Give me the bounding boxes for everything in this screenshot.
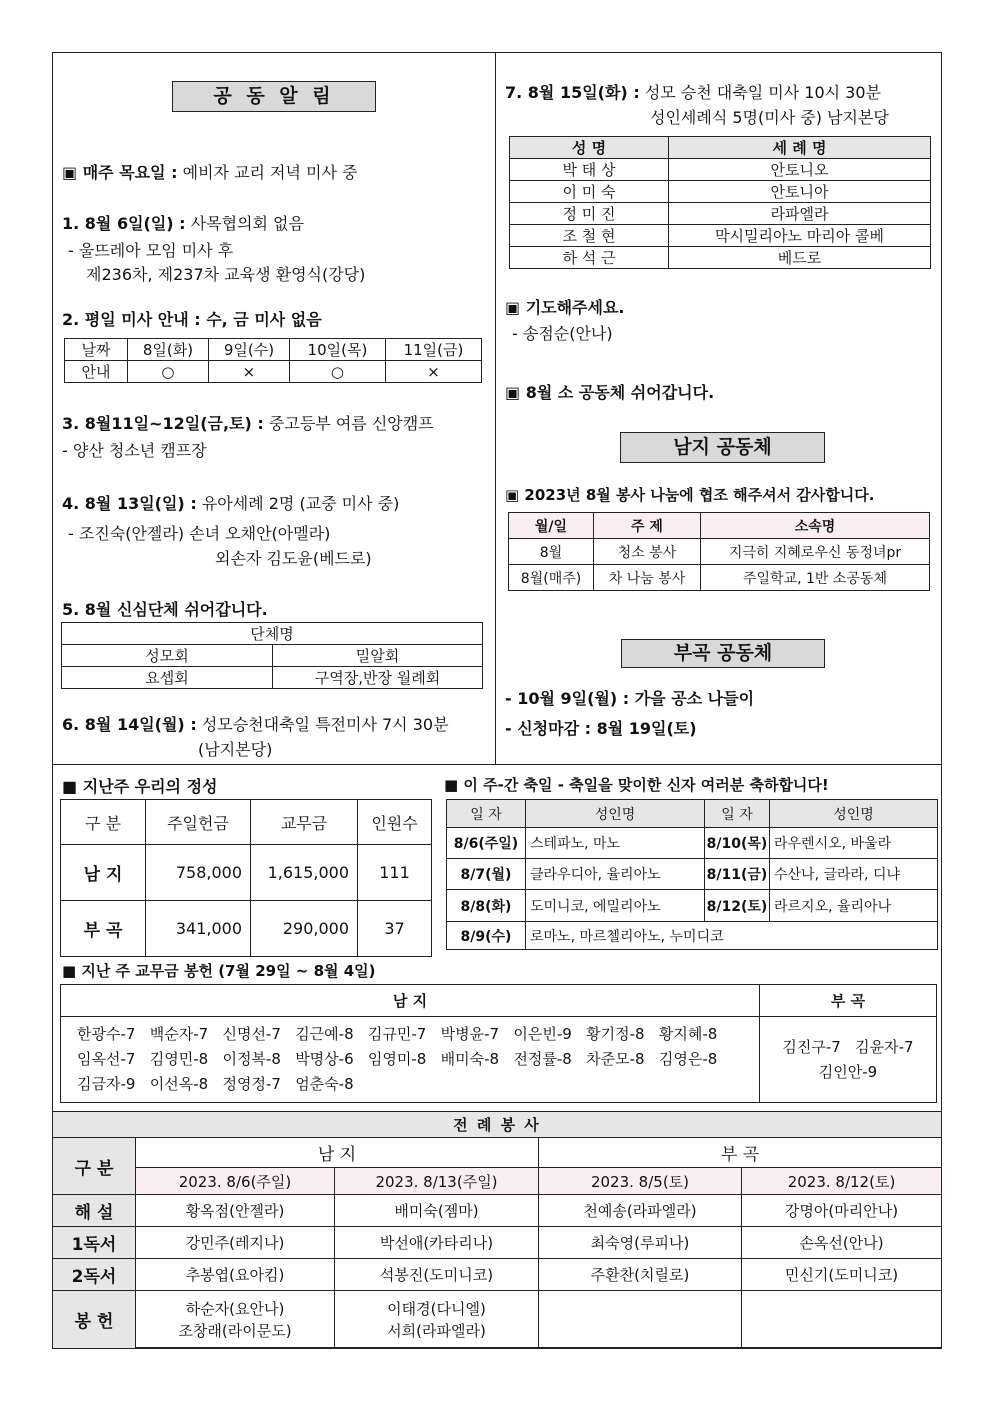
- liturgy-gubun: 구 분: [53, 1138, 136, 1195]
- table-cell: 밀알회: [273, 645, 483, 667]
- table-header: 성 명: [510, 137, 669, 159]
- list-item: 한광수-7 백순자-7 신명선-7 김근예-8 김규민-7 박병윤-7 이은빈-9 황기정-8 황지혜-8: [77, 1025, 718, 1043]
- item6-text: 성모승천대축일 특전미사 7시 30분: [201, 715, 449, 734]
- table-cell: [539, 1291, 742, 1349]
- table-header: 소속명: [701, 513, 930, 539]
- dues-namji-label: 남 지: [61, 985, 760, 1017]
- item3-line: [62, 411, 434, 434]
- section-divider: [52, 764, 942, 765]
- table-cell: 베드로: [669, 247, 931, 269]
- thursday-line: [62, 160, 358, 183]
- row-label: 1독서: [53, 1227, 136, 1259]
- liturgy-title: 전 례 봉 사: [53, 1112, 942, 1138]
- table-cell: 라우렌시오, 바울라: [770, 828, 938, 859]
- table-cell: 주환찬(치릴로): [539, 1259, 742, 1291]
- table-cell: 석봉진(도미니코): [335, 1259, 539, 1291]
- table-cell: 도미니코, 에밀리아노: [526, 890, 705, 922]
- small-community-notice: ▣ 8월 소 공동체 쉬어갑니다.: [505, 383, 715, 402]
- table-header: 교무금: [251, 800, 358, 845]
- table-cell: 8/7(월): [447, 859, 526, 890]
- table-cell: 손옥선(안나): [742, 1227, 942, 1259]
- table-cell: 박선애(카타리나): [335, 1227, 539, 1259]
- table-cell: 8월: [509, 539, 594, 565]
- table-header: 세 례 명: [669, 137, 931, 159]
- table-cell: 라파엘라: [669, 203, 931, 225]
- namji-service-table: [508, 512, 930, 591]
- table-cell: 클라우디아, 율리아노: [526, 859, 705, 890]
- table-cell: ×: [385, 361, 481, 383]
- item1-text: 사목협의회 없음: [190, 214, 304, 233]
- table-cell: ○: [289, 361, 385, 383]
- table-cell: 남 지: [61, 845, 146, 901]
- table-cell: 수산나, 글라라, 디냐: [770, 859, 938, 890]
- item7-sub: 성인세례식 5명(미사 중) 남지본당: [650, 108, 889, 127]
- item4-line: [62, 491, 399, 514]
- table-cell: 하 석 근: [510, 247, 669, 269]
- table-cell: 정 미 진: [510, 203, 669, 225]
- table-cell: 추봉엽(요아킴): [136, 1259, 335, 1291]
- list-item: 김금자-9 이선옥-8 정영정-7 엄춘숙-8: [77, 1075, 354, 1093]
- namji-thanks: ▣ 2023년 8월 봉사 나눔에 협조 해주셔서 감사합니다.: [505, 486, 875, 504]
- table-cell: 111: [358, 845, 432, 901]
- offering-head: ■ 지난주 우리의 정성: [62, 777, 218, 796]
- table-cell: 강명아(마리안나): [742, 1195, 942, 1227]
- baptism-table: [509, 136, 931, 269]
- table-cell: 8월(매주): [509, 565, 594, 591]
- table-header: 인원수: [358, 800, 432, 845]
- table-cell: 안토니아: [669, 181, 931, 203]
- table-cell: 이태경(다니엘) 서희(라파엘라): [335, 1291, 539, 1349]
- table-header: 구 분: [61, 800, 146, 845]
- liturgy-bugok: 부 곡: [539, 1138, 942, 1168]
- table-cell: ○: [128, 361, 209, 383]
- table-cell: 이 미 숙: [510, 181, 669, 203]
- item1-line: [62, 211, 304, 234]
- table-cell: 290,000: [251, 901, 358, 957]
- table-cell: 8/12(토): [705, 890, 770, 922]
- table-cell: 배미숙(젬마): [335, 1195, 539, 1227]
- item4-head: 4. 8월 13일(일) :: [62, 494, 197, 513]
- table-cell: 758,000: [146, 845, 251, 901]
- item6-sub: (남지본당): [198, 740, 273, 759]
- table-cell: 8/6(주일): [447, 828, 526, 859]
- table-cell: 요셉회: [62, 667, 273, 689]
- dues-head: ■ 지난 주 교무금 봉헌 (7월 29일 ~ 8월 4일): [62, 962, 376, 980]
- table-cell: ×: [208, 361, 289, 383]
- group-table: [61, 622, 483, 689]
- table-cell: 안토니오: [669, 159, 931, 181]
- column-divider: [495, 52, 496, 764]
- table-header: 날짜: [65, 339, 128, 361]
- row-label: 해 설: [53, 1195, 136, 1227]
- feast-table: [446, 799, 938, 950]
- table-header: 9일(수): [208, 339, 289, 361]
- row-label: 2독서: [53, 1259, 136, 1291]
- namji-title: 남지 공동체: [620, 432, 825, 463]
- table-cell: 1,615,000: [251, 845, 358, 901]
- row-label: 봉 헌: [53, 1291, 136, 1349]
- liturgy-date: 2023. 8/13(주일): [335, 1168, 539, 1195]
- thursday-text: 예비자 교리 저녁 미사 중: [182, 163, 358, 182]
- item2-head: 2. 평일 미사 안내 : 수, 금 미사 없음: [62, 310, 322, 329]
- table-cell: 8/10(목): [705, 828, 770, 859]
- liturgy-namji: 남 지: [136, 1138, 539, 1168]
- feast-head: ■ 이 주-간 축일 - 축일을 맞이한 신자 여러분 축하합니다!: [444, 776, 829, 794]
- list-item: 김진구-7 김윤자-7: [782, 1037, 914, 1056]
- item1-sub1: - 울뜨레아 모임 미사 후: [68, 241, 234, 260]
- item3-sub: - 양산 청소년 캠프장: [62, 441, 207, 460]
- table-cell: 하순자(요안나) 조창래(라이문도): [136, 1291, 335, 1349]
- list-item: 김인안-9: [818, 1062, 878, 1081]
- table-cell: 8/8(화): [447, 890, 526, 922]
- item6-line: [62, 712, 449, 735]
- bugok-line1: - 10월 9일(월) : 가을 공소 나들이: [505, 689, 755, 708]
- dues-bugok-list: [760, 1017, 937, 1103]
- table-cell: 천예송(라파엘라): [539, 1195, 742, 1227]
- item4-sub2: 외손자 김도윤(베드로): [215, 549, 372, 568]
- prayer-head: ▣ 기도해주세요.: [505, 298, 625, 317]
- thursday-label: ▣ 매주 목요일 :: [62, 163, 178, 182]
- table-header: 일 자: [705, 800, 770, 828]
- liturgy-date: 2023. 8/12(토): [742, 1168, 942, 1195]
- table-header: 주일헌금: [146, 800, 251, 845]
- table-cell: 8/9(수): [447, 922, 526, 950]
- item1-sub2: 제236차, 제237차 교육생 환영식(강당): [86, 265, 366, 284]
- table-header: 단체명: [62, 623, 483, 645]
- item4-text: 유아세례 2명 (교중 미사 중): [201, 494, 400, 513]
- table-cell: 구역장,반장 월례회: [273, 667, 483, 689]
- table-header: 주 제: [594, 513, 701, 539]
- table-header: 월/일: [509, 513, 594, 539]
- table-cell: 성모회: [62, 645, 273, 667]
- offering-table: [60, 799, 432, 957]
- bugok-title: 부곡 공동체: [621, 639, 825, 668]
- table-cell: 청소 봉사: [594, 539, 701, 565]
- table-cell: 로마노, 마르첼리아노, 누미디코: [526, 922, 938, 950]
- table-cell: 341,000: [146, 901, 251, 957]
- dues-table: [60, 984, 937, 1103]
- table-cell: 박 태 상: [510, 159, 669, 181]
- item1-head: 1. 8월 6일(일) :: [62, 214, 186, 233]
- item5-head: 5. 8월 신심단체 쉬어갑니다.: [62, 600, 268, 619]
- item7-head: 7. 8월 15일(화) :: [505, 83, 640, 102]
- prayer-sub: - 송점순(안나): [512, 324, 613, 343]
- table-cell: [742, 1291, 942, 1349]
- common-title: 공 동 알 림: [172, 81, 376, 112]
- table-cell: 민신기(도미니코): [742, 1259, 942, 1291]
- table-cell: 지극히 지혜로우신 동정녀pr: [701, 539, 930, 565]
- bugok-line2: - 신청마감 : 8월 19일(토): [505, 719, 697, 738]
- table-cell: 최숙영(루피나): [539, 1227, 742, 1259]
- list-item: 임옥선-7 김영민-8 이정복-8 박명상-6 임영미-8 배미숙-8 전정률-8 차준모-8 김영은-8: [77, 1050, 718, 1068]
- table-cell: 막시밀리아노 마리아 콜베: [669, 225, 931, 247]
- item3-head: 3. 8월11일~12일(금,토) :: [62, 414, 264, 433]
- liturgy-date: 2023. 8/5(토): [539, 1168, 742, 1195]
- item4-sub1: - 조진숙(안젤라) 손녀 오채안(아멜라): [68, 524, 331, 543]
- liturgy-date: 2023. 8/6(주일): [136, 1168, 335, 1195]
- table-cell: 부 곡: [61, 901, 146, 957]
- table-header: 성인명: [526, 800, 705, 828]
- item7-line: [505, 80, 881, 103]
- liturgy-table: [52, 1111, 942, 1349]
- table-cell: 조 철 현: [510, 225, 669, 247]
- table-cell: 스테파노, 마노: [526, 828, 705, 859]
- table-cell: 라르지오, 율리아나: [770, 890, 938, 922]
- table-cell: 8/11(금): [705, 859, 770, 890]
- table-header: 일 자: [447, 800, 526, 828]
- table-cell: 주일학교, 1반 소공동체: [701, 565, 930, 591]
- table-cell: 37: [358, 901, 432, 957]
- table-header: 성인명: [770, 800, 938, 828]
- item6-head: 6. 8월 14일(월) :: [62, 715, 197, 734]
- table-cell: 황옥점(안젤라): [136, 1195, 335, 1227]
- item7-text: 성모 승천 대축일 미사 10시 30분: [644, 83, 881, 102]
- dues-namji-list: [61, 1017, 760, 1103]
- table-header: 11일(금): [385, 339, 481, 361]
- table-cell: 안내: [65, 361, 128, 383]
- weekday-mass-table: [64, 338, 482, 383]
- table-cell: 강민주(레지나): [136, 1227, 335, 1259]
- item3-text: 중고등부 여름 신앙캠프: [268, 414, 434, 433]
- table-header: 10일(목): [289, 339, 385, 361]
- dues-bugok-label: 부 곡: [760, 985, 937, 1017]
- table-header: 8일(화): [128, 339, 209, 361]
- table-cell: 차 나눔 봉사: [594, 565, 701, 591]
